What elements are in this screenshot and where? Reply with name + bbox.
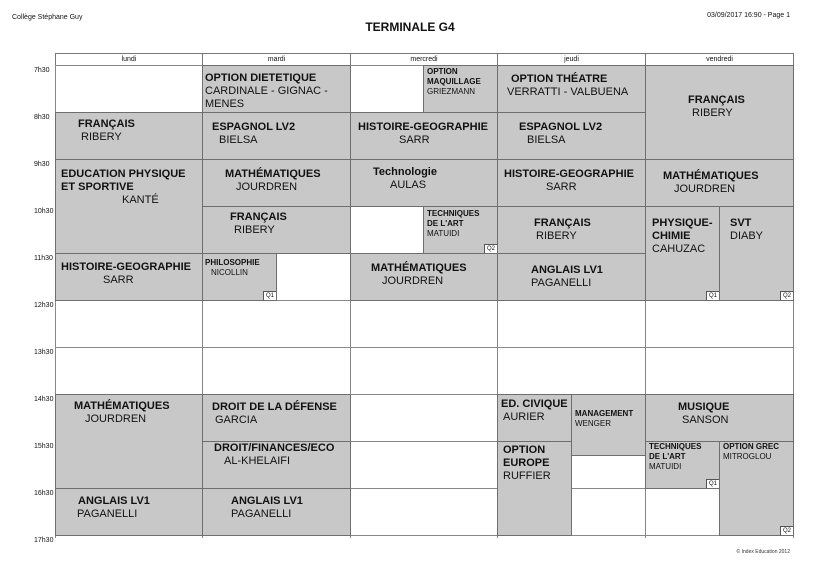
course-teacher: BIELSA xyxy=(219,134,258,146)
course-block[interactable] xyxy=(497,441,572,536)
course-teacher: SANSON xyxy=(682,414,729,426)
course-block[interactable] xyxy=(350,112,498,160)
course-teacher-line2: MENES xyxy=(205,98,245,110)
course-subject: TECHNIQUES xyxy=(649,442,702,451)
course-subject-line2: MAQUILLAGE xyxy=(427,77,481,86)
course-block[interactable] xyxy=(645,441,720,489)
course-subject: OPTION THÉATRE xyxy=(511,73,608,85)
course-block[interactable] xyxy=(55,253,203,301)
course-subject: ED. CIVIQUE xyxy=(501,398,568,410)
course-block[interactable] xyxy=(55,159,203,254)
course-block[interactable] xyxy=(202,488,351,536)
course-block[interactable] xyxy=(202,253,277,301)
course-block[interactable] xyxy=(497,65,646,113)
group-badge: Q2 xyxy=(780,526,793,535)
course-block[interactable] xyxy=(350,159,498,207)
time-label-7: 14h30 xyxy=(34,396,54,403)
course-teacher: AL-KHELAIFI xyxy=(224,455,291,467)
course-subject: ANGLAIS LV1 xyxy=(78,495,150,507)
day-header-2: mercredi xyxy=(350,53,497,65)
course-subject: OPTION xyxy=(503,444,546,456)
course-block[interactable] xyxy=(423,206,498,254)
day-header-4: vendredi xyxy=(645,53,794,65)
group-badge: Q1 xyxy=(706,479,719,488)
copyright-footer: © Index Education 2012 xyxy=(736,549,790,555)
course-subject-line2: ET SPORTIVE xyxy=(61,181,134,193)
course-subject: TECHNIQUES xyxy=(427,209,480,218)
course-teacher: KANTÉ xyxy=(122,194,159,206)
course-subject: FRANÇAIS xyxy=(534,217,591,229)
course-subject: ANGLAIS LV1 xyxy=(231,495,303,507)
hour-line xyxy=(55,347,793,348)
course-teacher: AURIER xyxy=(503,411,545,423)
course-subject: OPTION xyxy=(427,67,458,76)
course-block[interactable] xyxy=(719,441,794,536)
day-header-1: mardi xyxy=(202,53,350,65)
course-teacher: PAGANELLI xyxy=(531,277,592,289)
course-block[interactable] xyxy=(497,206,646,254)
course-subject: FRANÇAIS xyxy=(230,211,287,223)
course-block[interactable] xyxy=(571,394,646,456)
course-teacher: VERRATTI - VALBUENA xyxy=(507,86,629,98)
course-block[interactable] xyxy=(202,159,351,207)
course-block[interactable] xyxy=(497,253,646,301)
course-block[interactable] xyxy=(55,394,203,489)
course-teacher: RIBERY xyxy=(81,131,122,143)
course-subject-line2: EUROPE xyxy=(503,457,550,469)
course-block[interactable] xyxy=(497,112,646,160)
print-stamp: 03/09/2017 16:90 - Page 1 xyxy=(707,12,790,19)
course-teacher: CARDINALE - GIGNAC - xyxy=(205,85,328,97)
time-label-5: 12h30 xyxy=(34,302,54,309)
day-header-0: lundi xyxy=(55,53,202,65)
course-teacher: RIBERY xyxy=(536,230,577,242)
time-label-2: 9h30 xyxy=(34,161,50,168)
course-block[interactable] xyxy=(55,488,203,536)
time-label-8: 15h30 xyxy=(34,443,54,450)
time-label-10: 17h30 xyxy=(34,537,54,544)
course-subject: HISTOIRE-GEOGRAPHIE xyxy=(61,261,191,273)
course-subject: ESPAGNOL LV2 xyxy=(212,121,296,133)
course-subject: PHILOSOPHIE xyxy=(205,258,260,267)
course-block[interactable] xyxy=(202,394,351,442)
course-subject: OPTION GREC xyxy=(723,442,780,451)
course-block[interactable] xyxy=(202,441,351,489)
course-subject: MANAGEMENT xyxy=(575,409,634,418)
course-teacher: SARR xyxy=(103,274,134,286)
course-subject: OPTION DIETETIQUE xyxy=(205,72,317,84)
course-teacher: GRIEZMANN xyxy=(427,87,475,96)
course-subject: ESPAGNOL LV2 xyxy=(519,121,603,133)
course-subject: FRANÇAIS xyxy=(688,94,745,106)
course-teacher: RIBERY xyxy=(234,224,275,236)
course-subject: HISTOIRE-GEOGRAPHIE xyxy=(504,168,634,180)
course-subject: Technologie xyxy=(373,166,437,178)
course-teacher: PAGANELLI xyxy=(231,508,292,520)
time-label-0: 7h30 xyxy=(34,67,50,74)
course-teacher: NICOLLIN xyxy=(211,268,248,277)
time-label-3: 10h30 xyxy=(34,208,54,215)
group-badge: Q1 xyxy=(263,291,276,300)
time-label-4: 11h30 xyxy=(34,255,53,262)
course-teacher: AULAS xyxy=(390,179,427,191)
course-block[interactable] xyxy=(645,394,794,442)
course-block[interactable] xyxy=(423,65,498,113)
time-label-6: 13h30 xyxy=(34,349,54,356)
course-teacher: JOURDREN xyxy=(674,183,736,195)
course-teacher: SARR xyxy=(546,181,577,193)
course-subject: MATHÉMATIQUES xyxy=(74,400,170,412)
course-teacher: CAHUZAC xyxy=(652,243,706,255)
course-teacher: MATUIDI xyxy=(649,462,682,471)
course-block[interactable] xyxy=(497,159,646,207)
day-header-3: jeudi xyxy=(497,53,645,65)
course-teacher: DIABY xyxy=(730,230,764,242)
group-badge: Q1 xyxy=(706,291,719,300)
course-block[interactable] xyxy=(719,206,794,301)
course-teacher: JOURDREN xyxy=(382,275,444,287)
course-subject: FRANÇAIS xyxy=(78,118,135,130)
course-block[interactable] xyxy=(55,112,203,160)
course-subject-line2: DE L'ART xyxy=(427,219,464,228)
course-teacher: GARCIA xyxy=(215,414,258,426)
course-teacher: MATUIDI xyxy=(427,229,460,238)
course-subject: SVT xyxy=(730,217,752,229)
group-badge: Q2 xyxy=(780,291,793,300)
time-label-9: 16h30 xyxy=(34,490,54,497)
course-subject: MUSIQUE xyxy=(678,401,730,413)
course-subject: EDUCATION PHYSIQUE xyxy=(61,168,186,180)
course-block[interactable] xyxy=(202,65,351,113)
time-label-1: 8h30 xyxy=(34,114,50,121)
course-teacher: RUFFIER xyxy=(503,470,551,482)
course-block[interactable] xyxy=(350,253,498,301)
course-subject-line2: CHIMIE xyxy=(652,230,691,242)
school-name: Collège Stéphane Guy xyxy=(12,14,83,21)
course-teacher: BIELSA xyxy=(527,134,566,146)
page-title: TERMINALE G4 xyxy=(365,20,455,34)
course-block[interactable] xyxy=(202,206,351,254)
course-block[interactable] xyxy=(645,159,794,207)
course-subject: DROIT/FINANCES/ECO xyxy=(214,442,335,454)
course-teacher: RIBERY xyxy=(692,107,733,119)
course-subject: HISTOIRE-GEOGRAPHIE xyxy=(358,121,488,133)
course-subject: DROIT DE LA DÉFENSE xyxy=(212,401,337,413)
course-block[interactable] xyxy=(645,206,720,301)
course-subject: MATHÉMATIQUES xyxy=(225,168,321,180)
course-subject: MATHÉMATIQUES xyxy=(663,170,759,182)
course-teacher: WENGER xyxy=(575,419,611,428)
course-block[interactable] xyxy=(645,65,794,160)
course-teacher: PAGANELLI xyxy=(77,508,138,520)
course-teacher: JOURDREN xyxy=(236,181,298,193)
group-badge: Q2 xyxy=(484,244,497,253)
course-teacher: SARR xyxy=(399,134,430,146)
course-subject: PHYSIQUE- xyxy=(652,217,713,229)
course-subject: ANGLAIS LV1 xyxy=(531,264,603,276)
course-teacher: JOURDREN xyxy=(85,413,147,425)
course-subject: MATHÉMATIQUES xyxy=(371,262,467,274)
course-subject-line2: DE L'ART xyxy=(649,452,686,461)
course-teacher: MITROGLOU xyxy=(723,452,772,461)
course-block[interactable] xyxy=(202,112,351,160)
